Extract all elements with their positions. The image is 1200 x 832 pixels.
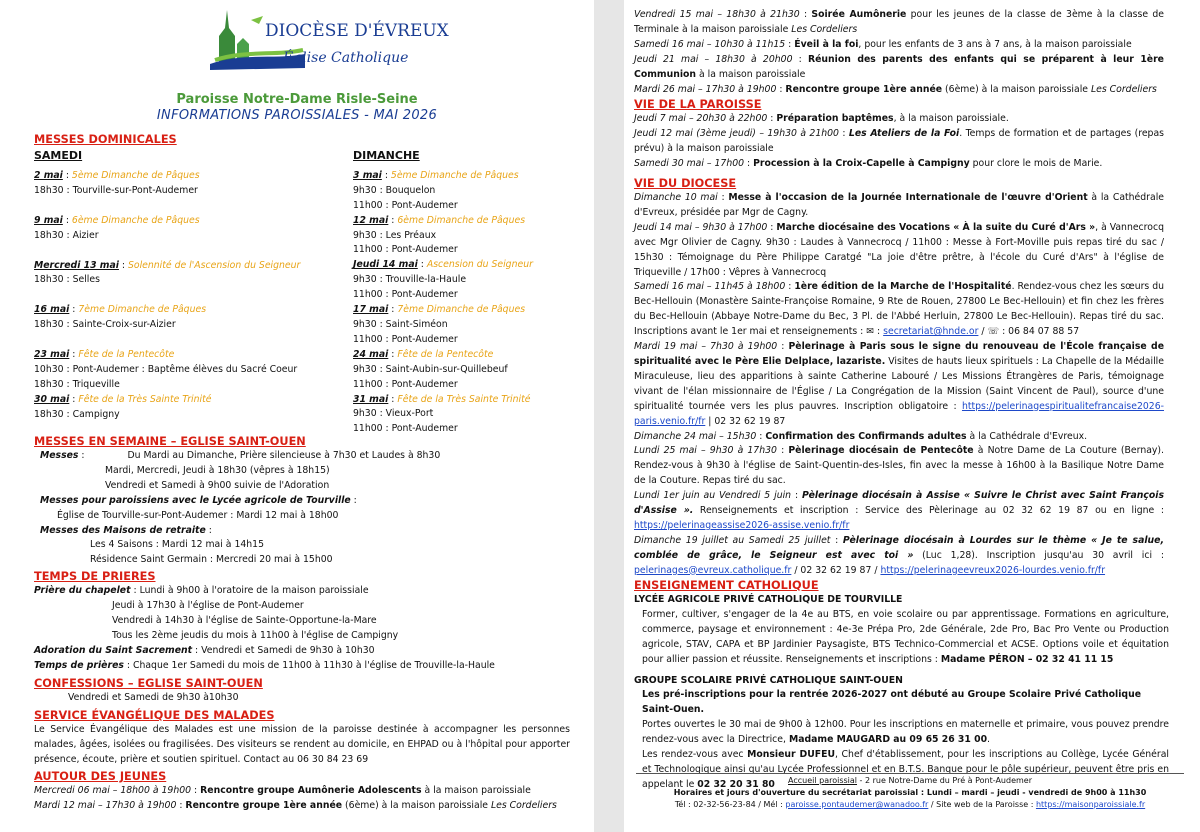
list-item: 23 mai : Fête de la Pentecôte xyxy=(34,349,175,361)
lourdes-pilgrimage-link[interactable]: https://pelerinageevreux2026-lourdes.venio.fr/fr xyxy=(880,564,1106,576)
parish-name: Paroisse Notre-Dame Risle-Seine xyxy=(176,92,418,107)
secretariat-email-link[interactable]: secretariat@hnde.or xyxy=(883,326,979,338)
parish-email-link[interactable]: paroisse.pontaudemer@wanadoo.fr xyxy=(785,800,929,809)
info-title: INFORMATIONS PAROISSIALES - MAI 2026 xyxy=(156,108,438,123)
diocese-logo xyxy=(205,6,495,74)
list-item: Mercredi 06 mai – 18h00 à 19h00 : Rencontre groupe Aumônerie Adolescents à la maison paroissiale xyxy=(34,785,531,796)
logo-title: DIOCÈSE D'ÉVREUX xyxy=(265,21,449,41)
list-item: Samedi 16 mai – 10h30 à 11h15 : Éveil à la foi, pour les enfants de 3 ans à 7 ans, à la maison paroissiale xyxy=(634,38,1132,50)
list-item: Jeudi 21 mai – 18h30 à 20h00 : Réunion des parents des enfants qui se préparent à leur 1ère Communion à la maison paroissiale xyxy=(634,53,1164,80)
jeunes-section xyxy=(34,769,594,814)
phone-icon: ☏ xyxy=(987,326,1000,338)
list-item: 31 mai : Fête de la Très Sainte Trinité xyxy=(353,393,531,405)
jeunes-continued xyxy=(634,8,1164,97)
list-item: 12 mai : 6ème Dimanche de Pâques xyxy=(353,214,526,226)
groupe-title: GROUPE SCOLAIRE PRIVÉ CATHOLIQUE SAINT-OUEN xyxy=(634,674,903,686)
list-item: 2 mai : 5ème Dimanche de Pâques xyxy=(34,169,200,181)
list-item: Mardi 26 mai – 17h30 à 19h00 : Rencontre groupe 1ère année (6ème) à la maison paroissiale Les Cordeliers xyxy=(634,83,1157,95)
list-item: Mardi 12 mai – 17h30 à 19h00 : Rencontre groupe 1ère année (6ème) à la maison paroissiale Les Cordeliers xyxy=(34,799,557,811)
list-item: 17 mai : 7ème Dimanche de Pâques xyxy=(353,304,526,316)
list-item: Vendredi 15 mai – 18h30 à 21h30 : Soirée Aumônerie pour les jeunes de la classe de 3ème à la classe de Terminale à la maison paroissiale Les Cordeliers xyxy=(634,9,1164,35)
enseignement-section: ENSEIGNEMENT CATHOLIQUE LYCÉE AGRICOLE PRIVÉ CATHOLIQUE DE TOURVILLE Former, cultiver, s'engager de la 4e au BTS, en voie scolaire ou par apprentissage. Formations en agriculture, commerce, paysage et environnement : 4e-3e Prépa Pro, 2de Générale, 2de Pro, Bac Pro Vente ou Production agricole, STAV, CAPA et BP Jardinier Paysagiste, BTS Technico-Commercial et ACSE. Options voile et équitation pour allier passion et réussite. Renseignements et inscriptions : Madame PÉRON – 02 32 41 11 15 GROUPE SCOLAIRE PRIVÉ CATHOLIQUE SAINT-OUEN Les pré-inscriptions pour la rentrée 2026-2027 ont débuté au Groupe Scolaire Privé Catholique Saint-Ouen. Portes ouvertes le 30 mai de 9h00 à 12h00. Pour les inscriptions en maternelle et primaire, vous pouvez prendre rendez-vous avec la Directrice, Madame MAUGARD au 09 65 26 31 00. Les rendez-vous avec Monsieur DUFEU, Chef d'établissement, pour les inscriptions au Collège, Lycée Général et Technologique ainsi qu'au Lycée Professionnel et en B.T.S. Banque pour le pôle supérieur, peuvent être pris en appelant le 02 32 20 31 80 xyxy=(634,579,1169,790)
samedi-label: SAMEDI xyxy=(34,149,83,162)
vie-paroisse-section xyxy=(634,97,1164,172)
dimanche-column: DIMANCHE 3 mai : 5ème Dimanche de Pâques 9h30 : Bouquelon 11h00 : Pont-Audemer 12 mai : 6ème Dimanche de Pâques 9h30 : Les Préaux 11h00 : Pont-Audemer Jeudi 14 mai : Ascension du Seigneur 9h30 : Trouville-la-Haule 11h00 : Pont-Audemer 17 mai : 7ème Dimanche de Pâques 9h30 : Saint-Siméon 11h00 : Pont-Audemer 24 mai : Fête de la Pentecôte 9h30 : Saint-Aubin-sur-Quillebeuf 11h00 : Pont-Audemer 31 mai : Fête de la Très Sainte Trinité 9h30 : Vieux-Port 11h00 : Pont-Audemer xyxy=(353,149,583,437)
list-item: Samedi 16 mai – 11h45 à 18h00 : 1ère édition de la Marche de l'Hospitalité. Rendez-vous chez les sœurs du Bec-Hellouin (Monastère Sainte-Françoise Romaine, 9 Rte de Rouen, 27800 Le Bec-Hellouin) et fin chez les frères du Bec-Hellouin (Abbaye Notre-Dame du Bec, 3 Pl. de l'Abbé Herluin, 27800 Le Bec-Hellouin). Repas tiré du sac. Inscriptions avant le 1er mai et renseignements : ✉ : secretariat@hnde.or / ☏ : 06 84 07 88 57 xyxy=(634,281,1165,338)
paris-pilgrimage-link[interactable]: https://pelerinagespiritualitefrancaise2026-paris.venio.fr/fr xyxy=(634,400,1164,427)
confessions-section: CONFESSIONS – EGLISE SAINT-OUEN Vendredi et Samedi de 9h30 à10h30 xyxy=(34,676,584,706)
jeunes-title: AUTOUR DES JEUNES xyxy=(34,770,167,783)
list-item: Lundi 1er juin au Vendredi 5 juin : Pèlerinage diocésain à Assise « Suivre le Christ avec Saint François d'Assise ». Renseignements et inscription : Service des Pèlerinage au 02 32 62 19 87 ou en ligne : https://pelerinageassise2026-assise.venio.fr/fr xyxy=(634,490,1165,531)
vie-paroisse-title: VIE DE LA PAROISSE xyxy=(634,98,762,111)
list-item: Dimanche 24 mai – 15h30 : Confirmation des Confirmands adultes à la Cathédrale d'Evreux. xyxy=(634,430,1088,442)
parish-website-link[interactable]: https://maisonparoissiale.fr xyxy=(1035,800,1146,809)
malades-title: SERVICE ÉVANGÉLIQUE DES MALADES xyxy=(34,709,275,722)
messes-dominicales-title: MESSES DOMINICALES xyxy=(34,133,177,146)
list-item: Mardi 19 mai – 7h30 à 19h00 : Pèlerinage à Paris sous le signe du renouveau de l'École française de spiritualité avec le Père Elie Delplace, lazariste. Visites de hauts lieux spirituels : La Chapelle de la Médaille Miraculeuse, lieu des apparitions à sainte Catherine Labouré / Les Missions Étrangères de Paris, témoignage vivant de l'élan missionnaire de l'Église / La Congrégation de la Mission (Saint Vincent de Paul), source d'une spiritualité tournée vers les plus pauvres. Inscription obligatoire : https://pelerinagespiritualitefrancaise2026-paris.venio.fr/fr | 02 32 62 19 87 xyxy=(634,341,1164,427)
mail-icon: ✉ xyxy=(866,326,875,338)
malades-section: SERVICE ÉVANGÉLIQUE DES MALADES Le Service Évangélique des Malades est une mission de la paroisse destinée à accompagner les personnes malades, âgées, isolées ou fragilisées. Des visiteurs se rendent au domicile, en EHPAD ou à l'hôpital pour apporter présence, écoute, prière et soutien spirituel. Contact au 06 30 84 23 69 xyxy=(34,709,570,765)
samedi-column: SAMEDI 2 mai : 5ème Dimanche de Pâques 18h30 : Tourville-sur-Pont-Audemer 9 mai : 6ème Dimanche de Pâques 18h30 : Aizier Mercredi 13 mai : Solennité de l'Ascension du Seigneur 18h30 : Selles 16 mai : 7ème Dimanche de Pâques 18h30 : Sainte-Croix-sur-Aizier 23 mai : Fête de la Pentecôte 10h30 : Pont-Audemer : Baptême élèves du Sacré Coeur 18h30 : Triqueville 30 mai : Fête de la Très Sainte Trinité 18h30 : Campigny xyxy=(34,149,344,423)
pelerinages-email-link[interactable]: pelerinages@evreux.catholique.fr xyxy=(634,564,792,576)
list-item: 24 mai : Fête de la Pentecôte xyxy=(353,348,494,360)
list-item: 9 mai : 6ème Dimanche de Pâques xyxy=(34,214,200,226)
list-item: 16 mai : 7ème Dimanche de Pâques xyxy=(34,304,207,316)
prieres-section: TEMPS DE PRIERES Prière du chapelet : Lundi à 9h00 à l'oratoire de la maison paroissiale Jeudi à 17h30 à l'église de Pont-Audemer Vendredi à 14h30 à l'église de Sainte-Opportune-la-Mare Tous les 2ème jeudis du mois à 11h00 à l'église de Campigny Adoration du Saint Sacrement : Vendredi et Samedi de 9h30 à 10h30 Temps de prières : Chaque 1er Samedi du mois de 11h00 à 11h30 à l'église de Trouville-la-Haule xyxy=(34,569,584,673)
list-item: Dimanche 10 mai : Messe à l'occasion de la Journée Internationale de l'œuvre d'Orient à la Cathédrale d'Evreux, présidée par Mgr de Cagny. xyxy=(634,192,1164,218)
list-item: 3 mai : 5ème Dimanche de Pâques xyxy=(353,169,519,181)
dimanche-label: DIMANCHE xyxy=(353,149,420,162)
list-item: Mercredi 13 mai : Solennité de l'Ascension du Seigneur xyxy=(34,259,301,271)
vie-diocese-section xyxy=(634,176,1164,579)
list-item: Jeudi 14 mai – 9h30 à 17h00 : Marche diocésaine des Vocations « À la suite du Curé d'Ars », à Vannecrocq avec Mgr Olivier de Cagny. 9h30 : Laudes à Vannecrocq / 11h00 : Messe à Fort-Moville puis repas tiré du sac / 15h30 : Témoignage du Père Philippe Caratgé "La joie d'être prêtre, à l'école du Curé d'Ars" à l'église de Triqueville / 17h00 : Vêpres à Vannecrocq xyxy=(634,221,1164,278)
list-item: Jeudi 12 mai (3ème jeudi) – 19h30 à 21h00 : Les Ateliers de la Foi. Temps de formation et de partages (repas prévu) à la maison paroissiale xyxy=(634,127,1164,154)
prieres-title: TEMPS DE PRIERES xyxy=(34,570,156,583)
page-left xyxy=(0,0,594,832)
footer: Accueil paroissial - 2 rue Notre-Dame du Pré à Pont-Audemer Horaires et jours d'ouverture du secrétariat paroissial : Lundi – mardi – jeudi - vendredi de 9h00 à 11h30 Tél : 02-32-56-23-84 / Mél : paroisse.pontaudemer@wanadoo.fr / Site web de la Paroisse : https://maisonparoissiale.fr xyxy=(636,773,1184,811)
list-item: Samedi 30 mai – 17h00 : Procession à la Croix-Capelle à Campigny pour clore le mois de Marie. xyxy=(634,157,1103,169)
list-item: Dimanche 19 juillet au Samedi 25 juillet : Pèlerinage diocésain à Lourdes sur le thème « Je te salue, comblée de grâce, le Seigneur est avec toi » (Luc 1,28). Inscription jusqu'au 30 avril ici : pelerinages@evreux.catholique.fr / 02 32 62 19 87 / https://pelerinageevreux2026-lourdes.venio.fr/fr xyxy=(634,534,1164,576)
enseignement-title: ENSEIGNEMENT CATHOLIQUE xyxy=(634,579,819,592)
vie-diocese-title: VIE DU DIOCESE xyxy=(634,177,737,190)
logo-subtitle: Église Catholique xyxy=(283,50,409,66)
list-item: 30 mai : Fête de la Très Sainte Trinité xyxy=(34,393,212,405)
lycee-title: LYCÉE AGRICOLE PRIVÉ CATHOLIQUE DE TOURVILLE xyxy=(634,594,903,605)
list-item: Lundi 25 mai – 9h30 à 17h30 : Pèlerinage diocésain de Pentecôte à Notre Dame de La Couture (Bernay). Rendez-vous à 9h30 à l'église de Saint-Quentin-des-Isles, fin avec la messe à 16h00 à la Basilique Notre Dame de la Couture. Repas tiré du sac. xyxy=(634,445,1164,487)
messes-semaine-title: MESSES EN SEMAINE – EGLISE SAINT-OUEN xyxy=(34,435,306,448)
page-right xyxy=(624,0,1200,832)
confessions-title: CONFESSIONS – EGLISE SAINT-OUEN xyxy=(34,677,263,690)
page-gap xyxy=(594,0,624,832)
assise-pilgrimage-link[interactable]: https://pelerinageassise2026-assise.venio.fr/fr xyxy=(634,519,850,531)
messes-semaine-section: MESSES EN SEMAINE – EGLISE SAINT-OUEN Messes : Du Mardi au Dimanche, Prière silencieuse à 7h30 et Laudes à 8h30 Mardi, Mercredi, Jeudi à 18h30 (vêpres à 18h15) Vendredi et Samedi à 9h00 suivie de l'Adoration Messes pour paroissiens avec le Lycée agricole de Tourville : Église de Tourville-sur-Pont-Audemer : Mardi 12 mai à 18h00 Messes des Maisons de retraite : Les 4 Saisons : Mardi 12 mai à 14h15 Résidence Saint Germain : Mercredi 20 mai à 15h00 xyxy=(34,434,584,568)
list-item: Jeudi 7 mai – 20h30 à 22h00 : Préparation baptêmes, à la maison paroissiale. xyxy=(634,113,1009,124)
list-item: Jeudi 14 mai : Ascension du Seigneur xyxy=(353,259,533,271)
